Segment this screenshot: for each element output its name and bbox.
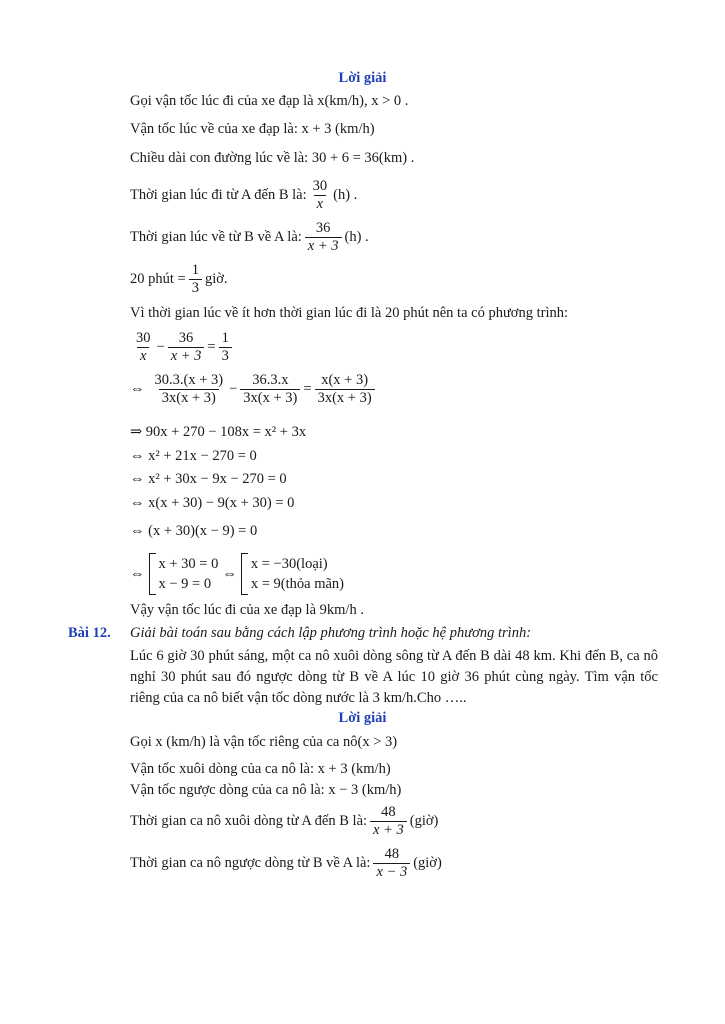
text-line: Gọi vận tốc lúc đi của xe đạp là x(km/h), x > 0 .	[130, 93, 409, 109]
denominator: 3x(x + 3)	[315, 389, 375, 407]
fraction	[168, 330, 205, 364]
denominator: x + 3	[168, 347, 205, 365]
numerator: 1	[221, 330, 229, 346]
equation-line: ⇒ 90x + 270 − 108x = x² + 3x	[130, 424, 307, 440]
equation-line: ⇔ (x + 30)(x − 9) = 0	[130, 523, 258, 539]
unit: (h) .	[344, 228, 369, 245]
fraction	[189, 262, 202, 296]
text-line: Vì thời gian lúc về ít hơn thời gian lúc đi là 20 phút nên ta có phương trình:	[130, 305, 569, 321]
fraction	[305, 220, 342, 254]
unit: (giờ)	[409, 812, 439, 829]
numerator: 48	[381, 804, 396, 820]
conclusion: Vậy vận tốc lúc đi của xe đạp là 9km/h .	[130, 602, 364, 618]
equation-system	[241, 553, 344, 595]
bracket	[241, 553, 248, 595]
denominator: x	[137, 347, 149, 365]
denominator: 3	[189, 279, 202, 297]
numerator: 30.3.(x + 3)	[154, 372, 224, 388]
equation-line: $\frac{30}{x}$ − $\frac{36}{x + 3}$ = $\frac{1}{3}$	[130, 330, 235, 364]
numerator: 48	[384, 846, 400, 862]
system-row: x = −30(loại)	[250, 556, 328, 572]
text-line: Vận tốc ngược dòng của ca nô là: x − 3 (km/h)	[130, 782, 402, 798]
numerator: 36	[315, 220, 331, 236]
fraction	[133, 330, 154, 364]
equation-line: ⇔ $\frac{30.3.(x + 3)}{3x(x + 3)}$ − $\frac{36.3.x}{3x(x + 3)}$ = $\frac{x(x + 3)}{3x(x + 3)}$	[130, 372, 378, 406]
fraction	[370, 804, 407, 838]
solution-title: Lời giải	[338, 70, 387, 86]
fraction	[152, 372, 227, 406]
equation-line: ⇔ x(x + 30) − 9(x + 30) = 0	[130, 495, 295, 511]
fraction	[240, 372, 300, 406]
line-text: giờ.	[204, 270, 228, 287]
denominator: 3	[219, 347, 232, 365]
denominator: x + 3	[370, 821, 407, 839]
system-row: x − 9 = 0	[158, 576, 212, 592]
system-row: x + 30 = 0	[158, 556, 219, 572]
fraction-line	[130, 846, 442, 880]
denominator: x	[314, 195, 326, 213]
equation-line: ⇔ x² + 30x − 9x − 270 = 0	[130, 471, 287, 487]
line-text: Thời gian lúc đi từ A đến B là:	[130, 186, 307, 203]
fraction	[219, 330, 232, 364]
fraction	[315, 372, 375, 406]
fraction-line	[130, 804, 438, 838]
problem-text: Lúc 6 giờ 30 phút sáng, một ca nô xuôi dòng sông từ A đến B dài 48 km. Khi đến B, ca nô nghỉ 30 phút sau đó ngược dòng từ B về A lúc 10 giờ 36 phút cùng ngày. Tìm vận tốc riêng của ca nô biết vận tốc dòng nước là 3 km/h.Cho …..	[130, 648, 658, 706]
numerator: x(x + 3)	[321, 372, 369, 388]
equation-system-line: ⇔ x + 30 = 0 x − 9 = 0 ⇔ x = −30(loại) x = 9(thỏa mãn)	[130, 553, 348, 595]
numerator: 36	[178, 330, 194, 346]
numerator: 36.3.x	[252, 372, 289, 388]
fraction-line	[130, 220, 369, 254]
denominator: x + 3	[305, 237, 342, 255]
fraction-line	[130, 178, 357, 212]
text-line: Chiều dài con đường lúc về là: 30 + 6 = 36(km) .	[130, 150, 415, 166]
fraction	[310, 178, 331, 212]
fraction	[373, 846, 410, 880]
text-line: Gọi x (km/h) là vận tốc riêng của ca nô(x > 3)	[130, 734, 398, 750]
denominator: 3x(x + 3)	[240, 389, 300, 407]
problem-label: Bài 12.	[68, 625, 111, 641]
text-line: Vận tốc lúc về của xe đạp là: x + 3 (km/h)	[130, 121, 375, 137]
numerator: 1	[191, 262, 199, 278]
numerator: 30	[136, 330, 151, 346]
fraction-line	[130, 262, 228, 296]
problem-prompt: Giải bài toán sau bằng cách lập phương trình hoặc hệ phương trình:	[130, 625, 532, 641]
line-text: Thời gian ca nô xuôi dòng từ A đến B là:	[130, 812, 368, 829]
denominator: 3x(x + 3)	[159, 389, 219, 407]
line-text: Thời gian ca nô ngược dòng từ B về A là:	[130, 854, 371, 871]
equation-system	[149, 553, 219, 595]
unit: (h) .	[333, 186, 358, 203]
numerator: 30	[312, 178, 328, 194]
text-line: Vận tốc xuôi dòng của ca nô là: x + 3 (km/h)	[130, 761, 391, 777]
system-row: x = 9(thỏa mãn)	[250, 576, 344, 592]
unit: (giờ)	[413, 854, 442, 871]
denominator: x − 3	[373, 863, 410, 881]
bracket	[149, 553, 156, 595]
line-text: Thời gian lúc về từ B về A là:	[130, 228, 302, 245]
line-text: 20 phút =	[130, 270, 186, 287]
equation-line: ⇔ x² + 21x − 270 = 0	[130, 448, 257, 464]
solution-title: Lời giải	[338, 710, 387, 726]
